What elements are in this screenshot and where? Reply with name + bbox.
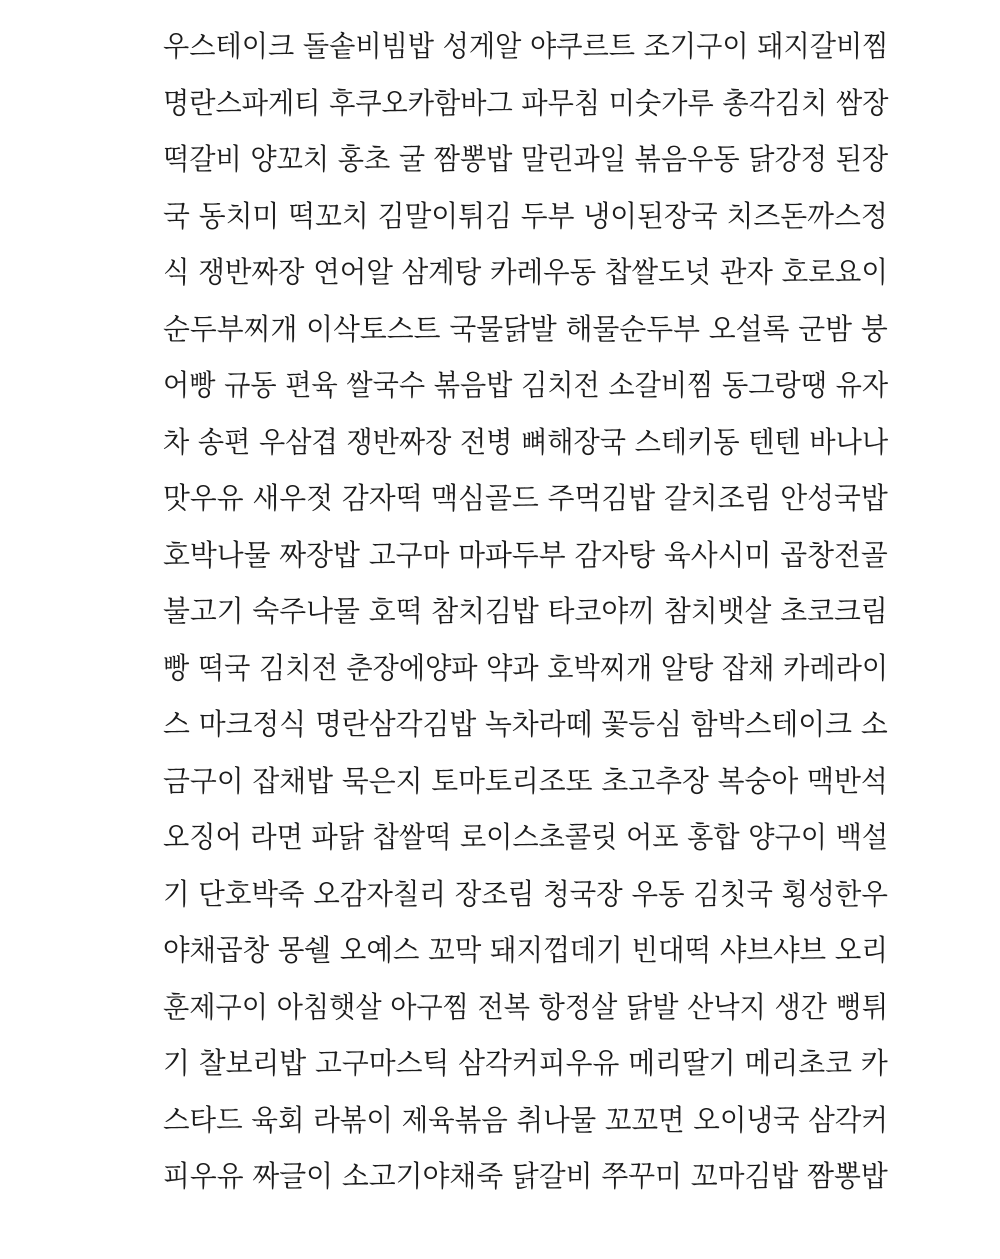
text-line-2: 명란스파게티 후쿠오카함바그 파무침 미숫가루 총각김치 쌈장 bbox=[163, 85, 889, 120]
text-line-18: 훈제구이 아침햇살 아구찜 전복 항정살 닭발 산낙지 생간 뻥튀 bbox=[163, 989, 889, 1024]
text-line-10: 호박나물 짜장밥 고구마 마파두부 감자탕 육사시미 곱창전골 bbox=[163, 537, 888, 572]
text-line-19: 기 찰보리밥 고구마스틱 삼각커피우유 메리딸기 메리초코 카 bbox=[163, 1046, 888, 1080]
text-line-16: 기 단호박죽 오감자칠리 장조림 청국장 우동 김칫국 횡성한우 bbox=[163, 876, 888, 911]
text-line-4: 국 동치미 떡꼬치 김말이튀김 두부 냉이된장국 치즈돈까스정 bbox=[163, 198, 888, 233]
food-list-text bbox=[163, 18, 903, 1205]
text-line-9: 맛우유 새우젓 감자떡 맥심골드 주먹김밥 갈치조림 안성국밥 bbox=[163, 481, 888, 515]
text-line-21: 피우유 짜글이 소고기야채죽 닭갈비 쭈꾸미 꼬마김밥 짬뽕밥 bbox=[163, 1159, 888, 1193]
text-line-1: 우스테이크 돌솥비빔밥 성게알 야쿠르트 조기구이 돼지갈비찜 bbox=[163, 29, 889, 63]
text-line-17: 야채곱창 몽쉘 오예스 꼬막 돼지껍데기 빈대떡 샤브샤브 오리 bbox=[163, 933, 888, 967]
text-line-11: 불고기 숙주나물 호떡 참치김밥 타코야끼 참치뱃살 초코크림 bbox=[163, 594, 888, 628]
text-line-20: 스타드 육회 라볶이 제육볶음 취나물 꼬꼬면 오이냉국 삼각커 bbox=[163, 1102, 888, 1137]
text-line-12: 빵 떡국 김치전 춘장에양파 약과 호박찌개 알탕 잡채 카레라이 bbox=[163, 650, 889, 685]
text-line-15: 오징어 라면 파닭 찹쌀떡 로이스초콜릿 어포 홍합 양구이 백설 bbox=[163, 820, 889, 854]
text-line-8: 차 송편 우삼겹 쟁반짜장 전병 뼈해장국 스테키동 텐텐 바나나 bbox=[163, 424, 889, 459]
text-line-14: 금구이 잡채밥 묵은지 토마토리조또 초고추장 복숭아 맥반석 bbox=[163, 763, 888, 798]
text-line-5: 식 쟁반짜장 연어알 삼계탕 카레우동 찹쌀도넛 관자 호로요이 bbox=[163, 255, 888, 289]
text-line-13: 스 마크정식 명란삼각김밥 녹차라떼 꽃등심 함박스테이크 소 bbox=[163, 707, 888, 741]
text-line-6: 순두부찌개 이삭토스트 국물닭발 해물순두부 오설록 군밤 붕 bbox=[163, 311, 888, 346]
text-line-3: 떡갈비 양꼬치 홍초 굴 짬뽕밥 말린과일 볶음우동 닭강정 된장 bbox=[163, 142, 889, 176]
text-line-7: 어빵 규동 편육 쌀국수 볶음밥 김치전 소갈비찜 동그랑땡 유자 bbox=[163, 368, 889, 402]
